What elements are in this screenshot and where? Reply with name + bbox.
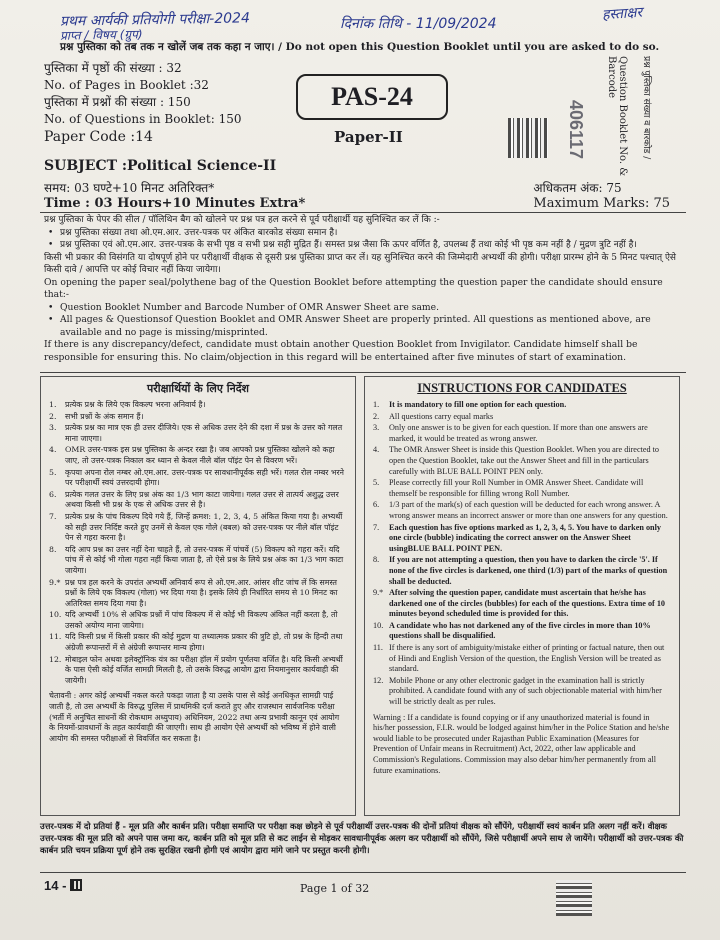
handwritten-subtitle: प्राप्त / विषय (ग्रुप): [59, 27, 143, 43]
item-text: After solving the question paper, candidate must ascertain that he/she has darkened one of the circles (bubbles) for each of the questions. Extra time of 10 minutes beyond scheduled time is provided for this.: [389, 588, 666, 619]
questions-count-hi: पुस्तिका में प्रश्नों की संख्या : 150: [44, 95, 191, 109]
list-item: [373, 423, 673, 444]
item-text: यदि आप प्रश्न का उत्तर नहीं देना चाहते हैं, तो उत्तर-पत्रक में पांचवें (5) विकल्प को गहरा करें। यदि पांच में से कोई भी गोला गहरा नहीं किया जाता है, तो ऐसे प्रश्न के लिये प्रश्न अंक का 1/3 भाग काटा जायेगा।: [65, 544, 344, 575]
qr-grid-icon: [70, 879, 82, 891]
item-text: कृपया अपना रोल नम्बर ओ.एम.आर. उत्तर-पत्रक पर सावधानीपूर्वक सही भरें। गलत रोल नम्बर भरने पर परीक्षार्थी स्वयं उत्तरदायी होगा।: [65, 467, 344, 488]
item-text: It is mandatory to fill one option for each question.: [389, 400, 567, 409]
list-item: [373, 643, 673, 675]
questions-count-en: No. of Questions in Booklet: 150: [44, 112, 242, 126]
list-item: [49, 490, 349, 511]
item-text: सभी प्रश्नों के अंक समान हैं।: [65, 411, 144, 421]
list-item: [373, 588, 673, 620]
subject: SUBJECT :Political Science-II: [44, 158, 277, 174]
item-text: If there is any sort of ambiguity/mistake either of printing or factual nature, then out of Hindi and English Version of the question, the English Version will be treated as standard.: [389, 643, 665, 674]
list-item: [373, 621, 673, 642]
item-text: मोबाइल फोन अथवा इलेक्ट्रॉनिक यंत्र का परीक्षा हॉल में प्रयोग पूर्णतया वर्जित है। यदि किसी अभ्यर्थी के पास ऐसी कोई वर्जित सामग्री मिलती है, तो उसके विरुद्ध आयोग द्वारा नियमानुसार कार्यवाही की जायेगी।: [65, 654, 343, 685]
item-number: 12.: [49, 654, 62, 664]
item-number: 11.: [49, 632, 62, 642]
list-item: [49, 412, 349, 423]
item-text: प्रत्येक प्रश्न का मात्र एक ही उत्तर दीजिये। एक से अधिक उत्तर देने की दशा में प्रश्न के उत्तर को गलत माना जाएगा।: [65, 423, 343, 443]
item-text: प्रत्येक प्रश्न के लिये एक विकल्प भरना अनिवार्य है।: [65, 400, 206, 409]
handwritten-exam-title: प्रथम आर्यकी प्रतियोगी परीक्षा-2024: [59, 10, 251, 30]
time-hi: समय: 03 घण्टे+10 मिनट अतिरिक्त*: [44, 181, 215, 195]
item-number: 2.: [49, 411, 57, 421]
list-item: [373, 523, 673, 555]
item-number: 9.*: [49, 577, 61, 587]
pages-count-en: No. of Pages in Booklet :32: [44, 78, 209, 92]
item-number: 9.*: [373, 588, 384, 598]
opening-bullet-en: • Question Booklet Number and Barcode Number of OMR Answer Sheet are same.: [44, 302, 684, 315]
english-instructions: [364, 376, 680, 816]
exam-code: PAS-24: [331, 82, 413, 111]
item-text: Please correctly fill your Roll Number in OMR Answer Sheet. Candidate will themself be responsible for filling wrong Roll Number.: [389, 478, 644, 498]
list-item: [49, 610, 349, 631]
item-number: 7.: [373, 522, 380, 532]
booklet-number-label-hi: प्रश्न पुस्तिका संख्या व बारकोड /: [641, 56, 651, 160]
item-number: 7.: [49, 511, 57, 521]
item-text: यदि अभ्यर्थी 10% से अधिक प्रश्नों में पांच विकल्प में से कोई भी विकल्प अंकित नहीं करता है, तो उसको अयोग्य माना जायेगा।: [65, 610, 338, 630]
divider: [40, 212, 686, 213]
opening-bullet-en: • All pages & Questionsof Question Booklet and OMR Answer Sheet are properly printed. All questions as mentioned above, are available and no page is missing/misprinted.: [44, 314, 684, 339]
page-number: Page 1 of 32: [300, 882, 370, 895]
divider: [40, 372, 686, 373]
item-number: 10.: [373, 620, 384, 630]
list-item: [49, 445, 349, 466]
item-text: If you are not attempting a question, then you have to darken the circle '5'. If none of the five circles is darkened, one third (1/3) part of the marks of question shall be deducted.: [389, 555, 668, 586]
item-number: 8.: [49, 544, 57, 554]
opening-bullet-hi: • प्रश्न पुस्तिका एवं ओ.एम.आर. उत्तर-पत्रक के सभी पृष्ठ व सभी प्रश्न सही मुद्रित हैं। समस्त प्रश्न जैसा कि ऊपर वर्णित है, उपलब्ध हैं तथा कोई भी पृष्ठ कम नहीं है / मुद्रण त्रुटि नहीं है।: [44, 239, 684, 252]
list-item: [49, 632, 349, 653]
item-text: Only one answer is to be given for each question. If more than one answers are marked, it would be treated as wrong answer.: [389, 423, 648, 443]
list-item: [49, 400, 349, 411]
max-marks: [533, 180, 670, 212]
time-and-marks: [44, 180, 684, 212]
item-text: OMR उत्तर-पत्रक इस प्रश्न पुस्तिका के अन्दर रखा है। जब आपको प्रश्न पुस्तिका खोलने को कहा जाए, तो उत्तर-पत्रक निकाल कर ध्यान से केवल नीले बॉल पॉइंट पेन से विवरण भरें।: [65, 445, 335, 465]
time-en: Time : 03 Hours+10 Minutes Extra*: [44, 196, 306, 211]
list-item: [373, 555, 673, 587]
item-number: 3.: [373, 423, 380, 433]
item-text: All questions carry equal marks: [389, 411, 494, 421]
item-text: A candidate who has not darkened any of the five circles in more than 10% questions shall be disqualified.: [389, 620, 651, 641]
list-item: [373, 400, 673, 411]
opening-intro-en: On opening the paper seal/polythene bag of the Question Booklet before attempting the question paper the candidate should ensure that:-: [44, 276, 663, 300]
item-text: प्रश्न पत्र हल करने के उपरांत अभ्यर्थी अनिवार्य रूप से ओ.एम.आर. आंसर शीट जांच लें कि समस्त प्रश्नों के लिये एक विकल्प (गोला) भर दिया गया है। इसके लिये ही निर्धारित समय से 10 मिनट का अतिरिक्त समय दिया गया है।: [65, 577, 338, 608]
item-text: 1/3 part of the mark(s) of each question will be deducted for each wrong answer. A wrong answer means an incorrect answer or more than one answers for any question.: [389, 500, 668, 520]
divider: [40, 872, 686, 873]
exam-code-box: [296, 74, 448, 120]
do-not-open-notice: प्रश्न पुस्तिका को तब तक न खोलें जब तक कहा न जाए। / Do not open this Question Booklet until you are asked to do so.: [60, 41, 660, 53]
hindi-instruction-list: [41, 400, 355, 686]
qr-code-icon: [556, 880, 592, 916]
paper-code: Paper Code :14: [44, 129, 153, 145]
hindi-instructions: [40, 376, 356, 816]
list-item: [49, 545, 349, 577]
item-number: 1.: [373, 400, 380, 409]
opening-para-hi: किसी भी प्रकार की विसंगति या दोषपूर्ण होने पर परीक्षार्थी वीक्षक से दूसरी प्रश्न पुस्तिका प्राप्त कर लें। यह सुनिश्चित करने की जिम्मेदारी अभ्यर्थी की होगी। परीक्षा प्रारम्भ होने के 5 मिनट पश्चात् ऐसे किसी दावे / आपत्ति पर कोई विचार नहीं किया जायेगा।: [44, 252, 677, 275]
item-number: 5.: [373, 478, 380, 488]
item-number: 10.: [49, 610, 62, 620]
list-item: [373, 500, 673, 521]
item-text: प्रत्येक गलत उत्तर के लिए प्रश्न अंक का 1/3 भाग काटा जायेगा। गलत उत्तर से तात्पर्य अशुद्ध उत्तर अथवा किसी भी प्रश्न के एक से अधिक उत्तर से है।: [65, 489, 339, 510]
carbon-copy-note: उत्तर-पत्रक में दो प्रतियां हैं - मूल प्रति और कार्बन प्रति। परीक्षा समाप्ति पर परीक्षा कक्ष छोड़ने से पूर्व परीक्षार्थी उत्तर-पत्रक की दोनों प्रतियां वीक्षक को सौंपेंगे, परीक्षार्थी स्वयं कार्बन प्रति अलग नहीं करें। वीक्षक उत्तर-पत्रक की मूल प्रति को अपने पास जमा कर, कार्बन प्रति को मूल प्रति से कट लाईन से मोड़कर सावधानीपूर्वक अलग कर परीक्षार्थी को सौंपेंगे, जिसे परीक्षार्थी अपने साथ ले जायेंगे। परीक्षार्थी को उत्तर-पत्रक की कार्बन प्रति चयन प्रक्रिया पूर्ण होने तक सुरक्षित रखनी होगी एवं आयोग द्वारा मांगे जाने पर प्रस्तुत करनी होगी।: [40, 821, 684, 855]
max-marks-hi: अधिकतम अंक: 75: [533, 181, 622, 195]
opening-para-en: If there is any discrepancy/defect, candidate must obtain another Question Booklet from Invigilator. Candidate himself shall be responsible for ensuring this. No claim/objection in this regard will be entertained after five minutes of start of examination.: [44, 339, 638, 363]
item-number: 5.: [49, 467, 57, 477]
footer-code: [44, 878, 82, 893]
item-number: 4.: [49, 445, 57, 455]
footer-code-text: 14 -: [44, 878, 67, 893]
list-item: [49, 512, 349, 544]
pages-count-hi: पुस्तिका में पृष्ठों की संख्या : 32: [44, 61, 182, 75]
item-text: प्रत्येक प्रश्न के पांच विकल्प दिये गये हैं, जिन्हें क्रमश: 1, 2, 3, 4, 5 अंकित किया गया है। अभ्यर्थी को सही उत्तर निर्दिष्ट करते हुए उनमें से केवल एक गोले (बबल) को उत्तर-पत्रक पर नीले बॉल पॉइंट पेन से गहरा करना है।: [65, 511, 343, 543]
item-number: 6.: [373, 500, 380, 510]
item-number: 6.: [49, 489, 57, 499]
list-item: [49, 578, 349, 610]
barcode-icon: [508, 118, 548, 158]
paper-label: Paper-II: [334, 128, 403, 146]
booklet-serial-number: 406117: [566, 100, 586, 160]
item-number: 12.: [373, 675, 384, 685]
list-item: [49, 423, 349, 444]
booklet-info: [44, 60, 241, 146]
item-text: यदि किसी प्रश्न में किसी प्रकार की कोई मुद्रण या तथ्यात्मक प्रकार की त्रुटि हो, तो प्रश्न के हिन्दी तथा अंग्रेजी रूपान्तरों में से अंग्रेजी रूपान्तर मान्य होगा।: [65, 632, 343, 653]
list-item: [373, 445, 673, 477]
booklet-number-label-en: Question Booklet No. & Barcode: [606, 56, 628, 177]
handwritten-signature: हस्ताक्षर: [601, 4, 643, 24]
list-item: [373, 676, 673, 708]
list-item: [373, 412, 673, 423]
item-number: 1.: [49, 400, 57, 409]
handwritten-date: दिनांक तिथि - 11/09/2024: [340, 16, 497, 32]
opening-instructions: [44, 214, 684, 364]
opening-intro-hi: प्रश्न पुस्तिका के पेपर की सील / पॉलिथिन बैग को खोलने पर प्रश्न पत्र हल करने से पूर्व परीक्षार्थी यह सुनिश्चित कर लें कि :-: [44, 215, 440, 225]
opening-bullet-hi: • प्रश्न पुस्तिका संख्या तथा ओ.एम.आर. उत्तर-पत्रक पर अंकित बारकोड संख्या समान है।: [44, 227, 684, 240]
list-item: [373, 478, 673, 499]
list-item: [49, 468, 349, 489]
item-text: Mobile Phone or any other electronic gadget in the examination hall is strictly prohibited. A candidate found with any of such objectionable material with him/her will be strictly dealt as per rules.: [389, 675, 662, 707]
max-marks-en: Maximum Marks: 75: [533, 196, 670, 211]
item-number: 2.: [373, 411, 380, 421]
item-text: The OMR Answer Sheet is inside this Question Booklet. When you are directed to open the Question Booklet, take out the Answer Sheet and fill in the particulars carefully with BLUE BALL POINT PEN only.: [389, 445, 659, 476]
english-warning: Warning : If a candidate is found copying or if any unauthorized material is found in his/her possession, F.I.R. would be lodged against him/her in the Police Station and he/she would liable to be prosecuted under Rajasthan Public Examination (Measures for Prevention of Unfair means in Recruitment) Act, 2022, other law applicable and Commission's Regulations. Commission may also debar him/her permanently from all future examinations.: [373, 712, 670, 775]
item-text: Each question has five options marked as 1, 2, 3, 4, 5. You have to darken only one circle (bubble) indicating the correct answer on the Answer Sheet usingBLUE BALL POINT PEN.: [389, 522, 661, 553]
item-number: 11.: [373, 643, 383, 653]
item-number: 8.: [373, 555, 380, 565]
hindi-warning: चेतावनी : अगर कोई अभ्यर्थी नकल करते पकड़ा जाता है या उसके पास से कोई अनधिकृत सामग्री पाई जाती है, तो उस अभ्यर्थी के विरुद्ध पुलिस में प्राथमिकी दर्ज कराते हुए और राजस्थान सार्वजनिक परीक्षा (भर्ती में अनुचित साधनों की रोकथाम अध्युपाय) अधिनियम, 2022 तथा अन्य प्रभावी कानून एवं आयोग के नियमों-प्रावधानों के तहत कार्यवाही की जाएगी। साथ ही आयोग ऐसे अभ्यर्थी को भविष्य में होने वाली आयोग की समस्त परीक्षाओं से विवर्जित कर सकता है।: [49, 691, 340, 743]
english-instruction-list: [365, 400, 679, 708]
item-number: 4.: [373, 445, 380, 455]
list-item: [49, 655, 349, 687]
english-instructions-heading: INSTRUCTIONS FOR CANDIDATES: [417, 381, 627, 395]
hindi-instructions-heading: परीक्षार्थियों के लिए निर्देश: [146, 382, 250, 395]
item-number: 3.: [49, 423, 57, 433]
